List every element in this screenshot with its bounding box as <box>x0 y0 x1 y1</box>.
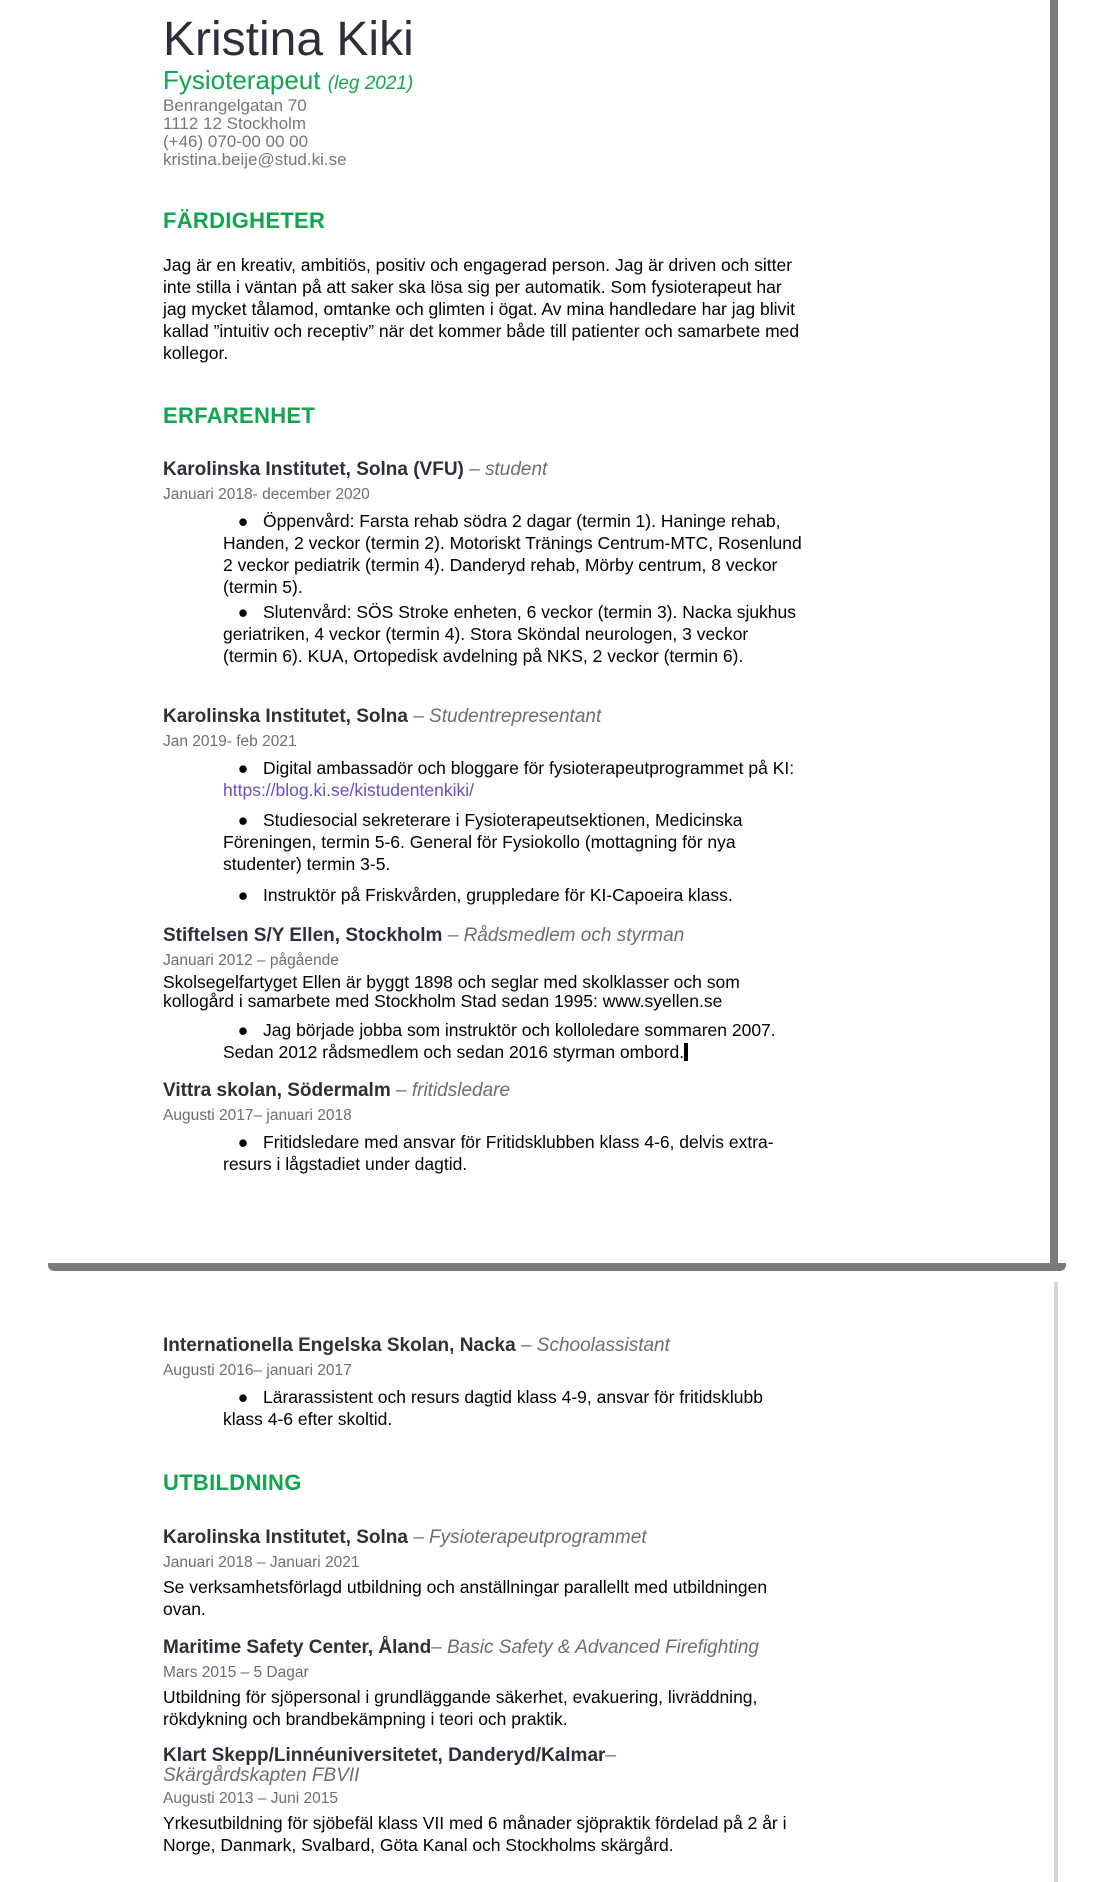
education-heading: UTBILDNING <box>163 1470 302 1495</box>
education-description: Se verksamhetsförlagd utbildning och anställningar parallellt med utbildningen ovan. <box>163 1577 768 1619</box>
education-title-line <box>163 1746 616 1786</box>
job-role: – Schoolassistant <box>515 1335 670 1356</box>
education-date: Mars 2015 – 5 Dagar <box>163 1664 309 1681</box>
education-description: Utbildning för sjöpersonal i grundläggande säkerhet, evakuering, livräddning, rökdykning och brandbekämpning i teori och praktik. <box>163 1687 758 1729</box>
job-date: Jan 2019- feb 2021 <box>163 733 297 750</box>
job-org: Internationella Engelska Skolan, Nacka <box>163 1335 516 1356</box>
job-role: – Rådsmedlem och styrman <box>442 925 685 946</box>
job-org: Karolinska Institutet, Solna <box>163 706 408 727</box>
address-line-1: Benrangelgatan 70 <box>163 96 307 115</box>
person-name: Kristina Kiki <box>163 13 414 66</box>
list-item: ● Digital ambassadör och bloggare för fysioterapeutprogrammet på KI: https://blog.ki.se/kistudentenkiki/ <box>223 758 795 800</box>
education-program: – Basic Safety & Advanced Firefighting <box>431 1637 759 1658</box>
list-item: ● Fritidsledare med ansvar för Fritidsklubben klass 4-6, delvis extra-resurs i lågstadiet under dagtid. <box>223 1132 774 1174</box>
job-title-line <box>163 458 547 482</box>
contact-block <box>163 97 347 169</box>
job-date: Augusti 2017– januari 2018 <box>163 1107 352 1124</box>
page-shadow <box>48 1263 1066 1271</box>
phone: (+46) 070-00 00 00 <box>163 132 309 151</box>
job-org: Karolinska Institutet, Solna (VFU) <box>163 459 464 480</box>
education-org: Karolinska Institutet, Solna <box>163 1527 408 1548</box>
education-date: Augusti 2013 – Juni 2015 <box>163 1790 338 1807</box>
skills-text: Jag är en kreativ, ambitiös, positiv och engagerad person. Jag är driven och sitter inte stilla i väntan på att saker ska lösa sig per automatik. Som fysioterapeut har jag mycket tålamod, omtanke och glimten i ögat. Av mina handledare har jag blivit kallad ”intuitiv och receptiv” när det kommer både till patienter och samarbete med kollegor. <box>163 255 800 363</box>
education-program: – Fysioterapeutprogrammet <box>407 1527 647 1548</box>
skills-heading: FÄRDIGHETER <box>163 208 326 233</box>
education-date: Januari 2018 – Januari 2021 <box>163 1554 360 1571</box>
email[interactable]: kristina.beije@stud.ki.se <box>163 150 347 169</box>
resume-page-2 <box>0 1282 1058 1882</box>
job-description: Skolsegelfartyget Ellen är byggt 1898 och seglar med skolklasser och som kollogård i samarbete med Stockholm Stad sedan 1995: www.syellen.se <box>163 972 740 1011</box>
title-text: Fysioterapeut <box>163 65 321 95</box>
education-program: – <box>605 1745 616 1766</box>
job-title <box>163 64 413 100</box>
education-program-line2: Skärgårdskapten FBVII <box>163 1765 360 1786</box>
job-title-line <box>163 705 601 729</box>
job-date: Januari 2018- december 2020 <box>163 486 370 503</box>
address-line-2: 1112 12 Stockholm <box>163 114 307 133</box>
job-role: – Studentrepresentant <box>407 706 602 727</box>
title-note: (leg 2021) <box>327 73 414 94</box>
list-item: ● Jag började jobba som instruktör och kolloledare sommaren 2007. Sedan 2012 rådsmedlem och sedan 2016 styrman ombord. <box>223 1020 776 1062</box>
blog-link[interactable]: https://blog.ki.se/kistudentenkiki/ <box>223 780 474 800</box>
job-role: – student <box>463 459 548 480</box>
education-title-line <box>163 1636 759 1660</box>
job-date: Augusti 2016– januari 2017 <box>163 1362 352 1379</box>
job-title-line <box>163 1334 670 1358</box>
list-item: ● Instruktör på Friskvården, gruppledare för KI-Capoeira klass. <box>237 885 733 905</box>
education-org: Maritime Safety Center, Åland <box>163 1637 432 1658</box>
job-role: – fritidsledare <box>390 1080 511 1101</box>
list-item: ● Öppenvård: Farsta rehab södra 2 dagar (termin 1). Haninge rehab, Handen, 2 veckor (termin 2). Motoriskt Tränings Centrum-MTC, Rosenlund 2 veckor pediatrik (termin 4). Danderyd rehab, Mörby centrum, 8 veckor (termin 5). <box>223 511 802 597</box>
experience-heading: ERFARENHET <box>163 403 316 428</box>
education-description: Yrkesutbildning för sjöbefäl klass VII med 6 månader sjöpraktik fördelad på 2 år i Norge, Danmark, Svalbard, Göta Kanal och Stockholms skärgård. <box>163 1813 787 1855</box>
list-item: ● Lärarassistent och resurs dagtid klass 4-9, ansvar för fritidsklubb klass 4-6 efter skoltid. <box>223 1387 763 1429</box>
job-org: Vittra skolan, Södermalm <box>163 1080 391 1101</box>
job-title-line <box>163 924 684 948</box>
text-cursor <box>684 1043 688 1061</box>
job-title-line <box>163 1079 510 1103</box>
education-org: Klart Skepp/Linnéuniversitetet, Danderyd/Kalmar <box>163 1745 606 1766</box>
list-item: ● Studiesocial sekreterare i Fysioterapeutsektionen, Medicinska Föreningen, termin 5-6. General för Fysiokollo (mottagning för nya studenter) termin 3-5. <box>223 810 743 874</box>
education-title-line <box>163 1526 647 1550</box>
list-item: ● Slutenvård: SÖS Stroke enheten, 6 veckor (termin 3). Nacka sjukhus geriatriken, 4 veckor (termin 4). Stora Sköndal neurologen, 3 veckor (termin 6). KUA, Ortopedisk avdelning på NKS, 2 veckor (termin 6). <box>223 602 797 666</box>
job-org: Stiftelsen S/Y Ellen, Stockholm <box>163 925 443 946</box>
job-date: Januari 2012 – pågående <box>163 952 339 969</box>
